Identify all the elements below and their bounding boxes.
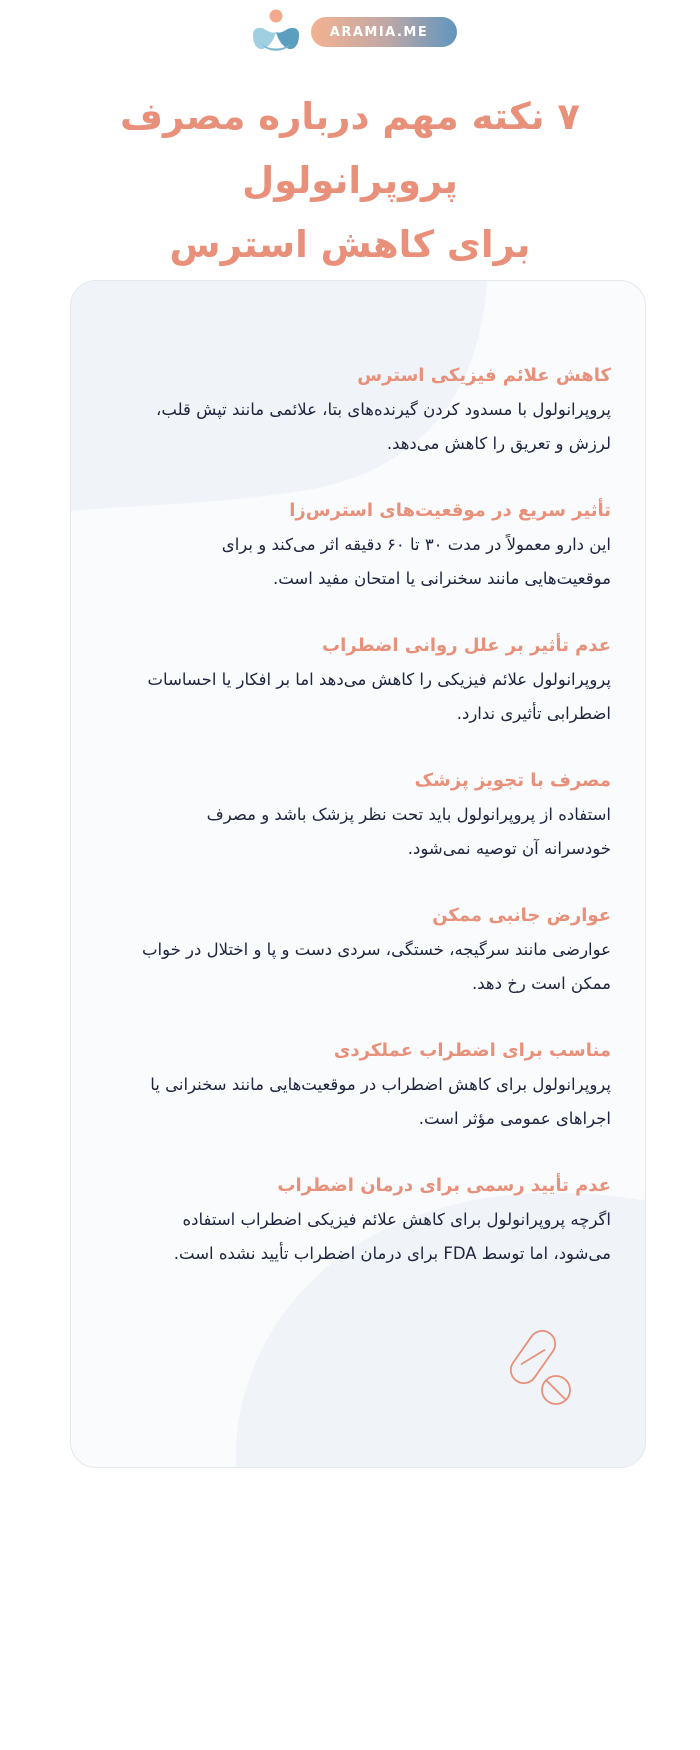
tip-item (141, 496, 611, 631)
tip-item (141, 1036, 611, 1171)
page-title-line-2: برای کاهش استرس (169, 223, 531, 266)
tip-item (141, 361, 611, 496)
tip-body: پروپرانولول برای کاهش اضطراب در موقعیت‌هایی مانند سخنرانی یا اجراهای عمومی مؤثر است. (150, 1075, 611, 1128)
tip-body: عوارضی مانند سرگیجه، خستگی، سردی دست و پا و اختلال در خواب ممکن است رخ دهد. (141, 940, 611, 993)
tip-body: استفاده از پروپرانولول باید تحت نظر پزشک باشد و مصرف خودسرانه آن توصیه نمی‌شود. (206, 805, 611, 858)
brand-badge[interactable]: ARAMIA.ME (311, 17, 457, 47)
tip-item (141, 1171, 611, 1306)
tip-title: عدم تأثیر بر علل روانی اضطراب (322, 635, 611, 656)
header (0, 8, 700, 58)
tip-title: عوارض جانبی ممکن (432, 905, 611, 926)
tip-item (141, 631, 611, 766)
tips-list (141, 361, 611, 1306)
medicine-pills-icon (503, 1326, 583, 1416)
tip-body: پروپرانولول علائم فیزیکی را کاهش می‌دهد اما بر افکار یا احساسات اضطرابی تأثیری ندارد. (147, 670, 611, 723)
page-title (60, 85, 640, 277)
tip-title: مصرف با تجویز پزشک (414, 770, 611, 791)
page-title-line-1: ۷ نکته مهم درباره مصرف پروپرانولول (120, 95, 580, 202)
tip-item (141, 901, 611, 1036)
tip-title: عدم تأیید رسمی برای درمان اضطراب (277, 1175, 611, 1196)
tip-body: این دارو معمولاً در مدت ۳۰ تا ۶۰ دقیقه اثر می‌کند و برای موقعیت‌هایی مانند سخنرانی یا امتحان مفید است. (221, 535, 611, 588)
aramia-logo-icon (250, 8, 302, 56)
tip-title: کاهش علائم فیزیکی استرس (357, 365, 611, 386)
tip-body: پروپرانولول با مسدود کردن گیرنده‌های بتا، علائمی مانند تپش قلب، لرزش و تعریق را کاهش می‌دهد. (156, 400, 611, 453)
tip-item (141, 766, 611, 901)
tip-title: تأثیر سریع در موقعیت‌های استرس‌زا (289, 500, 611, 521)
tips-card (70, 280, 646, 1468)
tip-body: اگرچه پروپرانولول برای کاهش علائم فیزیکی اضطراب استفاده می‌شود، اما توسط FDA برای درمان اضطراب تأیید نشده است. (173, 1210, 611, 1263)
tip-title: مناسب برای اضطراب عملکردی (333, 1040, 611, 1061)
